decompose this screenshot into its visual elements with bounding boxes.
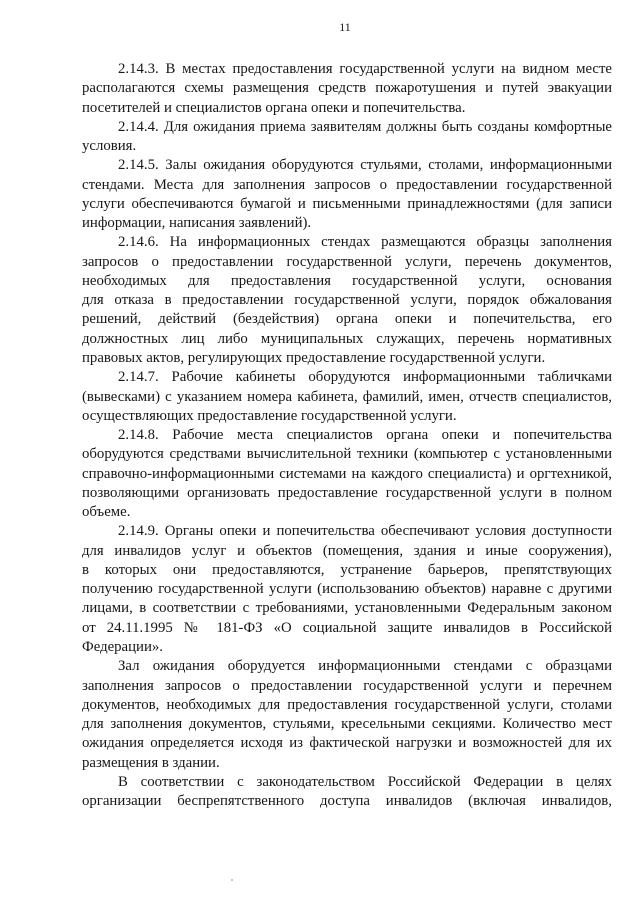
- text-line: справочно-информационными системами на каждого специалиста) и оргтехникой,: [82, 465, 612, 482]
- text-line: для заполнения документов, стульями, кресельными секциями. Количество мест: [82, 716, 612, 733]
- paragraph-2-14-3: [82, 60, 612, 118]
- paragraph-2-14-5: [82, 156, 612, 233]
- text-line: осуществляющих предоставление государственной услуги.: [82, 407, 457, 424]
- text-line: 2.14.6. На информационных стендах размещаются образцы заполнения: [118, 234, 612, 251]
- text-line: В соответствии с законодательством Российской Федерации в целях: [118, 773, 612, 790]
- text-line: располагаются схемы размещения средств пожаротушения и путей эвакуации: [82, 80, 612, 97]
- text-line: лицами, в соответствии с требованиями, установленными Федеральным законом: [82, 600, 612, 617]
- paragraph-2-14-7: [82, 368, 612, 426]
- text-line: должностных лиц либо муниципальных служащих, перечень нормативных: [82, 330, 612, 347]
- text-line: ожидания определяется исходя из фактической нагрузки и возможностей для их: [82, 735, 612, 752]
- text-line: информации, написания заявлений).: [82, 215, 312, 232]
- text-line: услуги обеспечиваются бумагой и письменными принадлежностями (для записи: [82, 195, 612, 212]
- text-line: 2.14.7. Рабочие кабинеты оборудуются информационными табличками: [118, 369, 612, 386]
- text-line: организации беспрепятственного доступа инвалидов (включая инвалидов,: [82, 793, 612, 810]
- text-line: получению государственной услуги (использованию объектов) наравне с другими: [82, 581, 612, 598]
- page-number: 11: [339, 20, 351, 34]
- text-line: от 24.11.1995 № 181-ФЗ «О социальной защите инвалидов в Российской: [82, 619, 612, 636]
- text-line: 2.14.3. В местах предоставления государственной услуги на видном месте: [118, 61, 612, 77]
- document-body: [82, 60, 612, 811]
- text-line: объеме.: [82, 504, 131, 521]
- text-line: 2.14.5. Залы ожидания оборудуются стульями, столами, информационными: [118, 157, 612, 174]
- text-line: 2.14.8. Рабочие места специалистов органа опеки и попечительства: [118, 427, 612, 444]
- text-line: оборудуются средствами вычислительной техники (компьютер с установленными: [82, 446, 612, 463]
- text-line: запросов о предоставлении государственной услуги, перечень документов,: [82, 253, 612, 270]
- paragraph-2-14-9: [82, 522, 612, 657]
- text-line: посетителей и специалистов органа опеки и попечительства.: [82, 99, 466, 116]
- text-line: 2.14.4. Для ожидания приема заявителям должны быть созданы комфортные: [118, 118, 612, 135]
- text-line: (вывесками) с указанием номера кабинета, фамилий, имен, отчеств специалистов,: [82, 388, 612, 405]
- paragraph-accessibility: [82, 773, 612, 812]
- text-line: позволяющими организовать предоставление государственной услуги в полном: [82, 484, 612, 501]
- text-line: заполнения запросов о предоставлении государственной услуги и перечнем: [82, 677, 612, 694]
- text-line: Федерации».: [82, 638, 163, 655]
- text-line: стендами. Места для заполнения запросов о предоставлении государственной: [82, 176, 612, 193]
- scan-speck: [231, 879, 233, 881]
- text-line: для инвалидов услуг и объектов (помещения, здания и иные сооружения),: [82, 542, 612, 559]
- paragraph-2-14-8: [82, 426, 612, 522]
- text-line: размещения в здании.: [82, 754, 220, 771]
- text-line: Зал ожидания оборудуется информационными стендами с образцами: [118, 658, 612, 675]
- paragraph-2-14-6: [82, 233, 612, 368]
- text-line: документов, необходимых для предоставления государственной услуги, столами: [82, 696, 612, 713]
- text-line: 2.14.9. Органы опеки и попечительства обеспечивают условия доступности: [118, 523, 612, 540]
- text-line: правовых актов, регулирующих предоставление государственной услуги.: [82, 349, 546, 366]
- paragraph-2-14-4: [82, 118, 612, 157]
- text-line: условия.: [82, 138, 137, 155]
- text-line: решений, действий (бездействия) органа опеки и попечительства, его: [82, 311, 612, 328]
- text-line: для отказа в предоставлении государственной услуги, порядок обжалования: [82, 292, 612, 309]
- text-line: в которых они предоставляются, устранение барьеров, препятствующих: [82, 561, 612, 578]
- text-line: необходимых для предоставления государственной услуги, основания: [82, 272, 612, 289]
- paragraph-waiting-hall: [82, 657, 612, 773]
